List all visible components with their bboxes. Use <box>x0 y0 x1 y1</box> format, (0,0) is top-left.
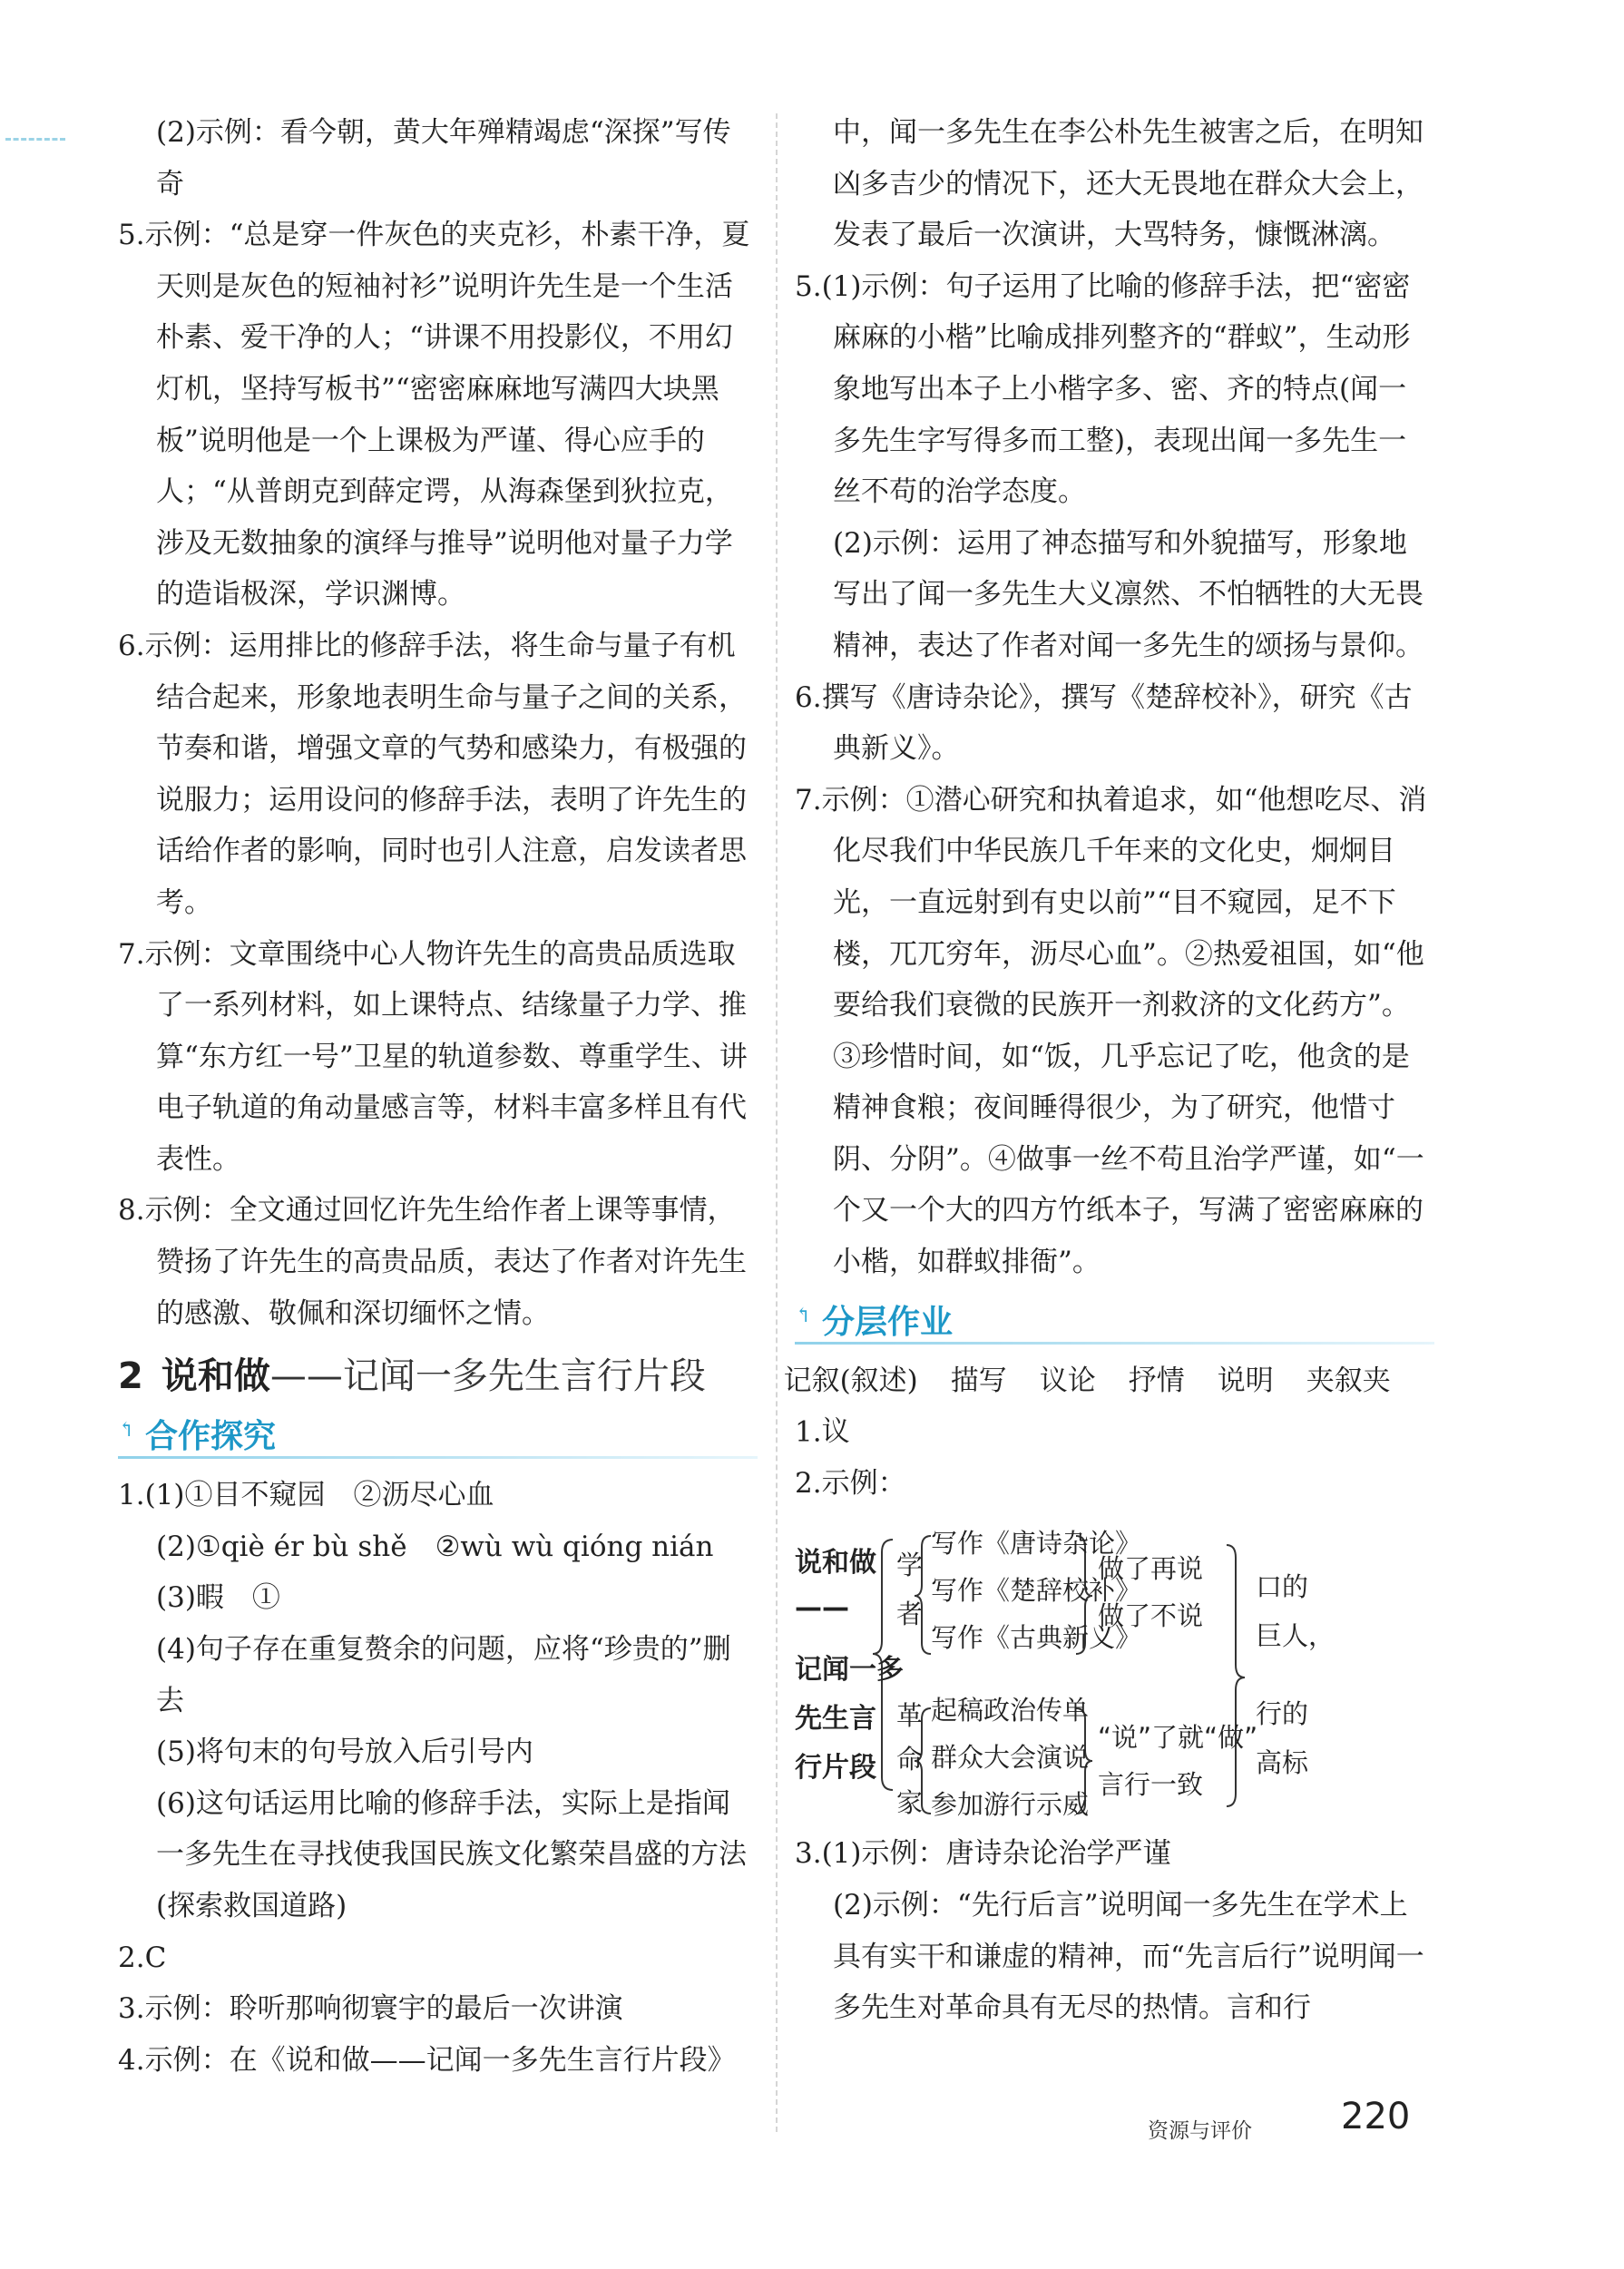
coop-answer-7: 7.示例：①潜心研究和执着追求，如“他想吃尽、消化尽我们中华民族几千年来的文化史，炯炯目光，一直远射到有史以前”“目不窥园，足不下楼，兀兀穷年，沥尽心血”。②热爱祖国，如“他要给我们衰微的民族开一剂救济的文化药方”。③珍惜时间，如“饭，几乎忘记了吃，他贪的是精神食粮；夜间睡得很少，为了研究，他惜寸阴、分阴”。④做事一丝不苟且治学严谨，如“一个又一个大的四方竹纸本子，写满了密密麻麻的小楷，如群蚁排衙”。 <box>795 783 1427 1279</box>
section-header-cooperation <box>118 1408 758 1461</box>
diagram-scholar-item-1: 写作《唐诗杂论》 <box>931 1528 1142 1560</box>
diagram-scholar-result-2: 做了不说 <box>1098 1600 1204 1632</box>
term: 抒情 <box>1128 1364 1185 1397</box>
section-title: 合作探究 <box>145 1418 277 1456</box>
term: 描写 <box>950 1364 1007 1397</box>
coop-answer-6: 6.撰写《唐诗杂论》，撰写《楚辞校补》，研究《古典新义》。 <box>795 680 1413 766</box>
answer-6: 6.示例：运用排比的修辞手法，将生命与量子有机结合起来，形象地表明生命与量子之间的关系，节奏和谐，增强文章的气势和感染力，有极强的说服力；运用设问的修辞手法，表明了许先生的话给作者的影响，同时也引人注意，启发读者思考。 <box>118 629 747 919</box>
diagram-rev-result-2: 言行一致 <box>1098 1769 1204 1801</box>
diagram-rev-item-1: 起稿政治传单 <box>931 1695 1090 1726</box>
lesson-number: 2 <box>118 1355 143 1398</box>
coop-answer-1-5: (5)将句末的句号放入后引号内 <box>156 1736 533 1769</box>
diagram-rev-2: 命 <box>896 1744 924 1775</box>
hw-answer-1-prefix: 1. <box>795 1415 822 1449</box>
structure-diagram <box>795 1521 1434 1821</box>
lesson-title <box>118 1345 758 1408</box>
section-arrow-icon: ↰ <box>795 1304 812 1327</box>
diagram-summary-1: 口的 <box>1256 1571 1309 1603</box>
diagram-title-2: —— <box>795 1592 849 1625</box>
diagram-title-5: 行片段 <box>795 1752 876 1785</box>
column-divider <box>776 113 778 2132</box>
diagram-title-4: 先生言 <box>795 1703 876 1736</box>
answer-5: 5.示例：“总是穿一件灰色的夹克衫，朴素干净，夏天则是灰色的短袖衬衫”说明许先生是一个生活朴素、爱干净的人；“讲课不用投影仪，不用幻灯机，坚持写板书”“密密麻麻地写满四大块黑板”说明他是一个上课极为严谨、得心应手的人；“从普朗克到薛定谔，从海森堡到狄拉克，涉及无数抽象的演绎与推导”说明他对量子力学的造诣极深，学识渊博。 <box>118 219 750 611</box>
hw-answer-1-terms <box>783 1355 1423 1458</box>
answer-7: 7.示例：文章围绕中心人物许先生的高贵品质选取了一系列材料，如上课特点、结缘量子力学、推算“东方红一号”卫星的轨道参数、尊重学生、讲电子轨道的角动量感言等，材料丰富多样且有代表性。 <box>118 937 748 1176</box>
coop-answer-5-1: 5.(1)示例：句子运用了比喻的修辞手法，把“密密麻麻的小楷”比喻成排列整齐的“群蚁”，生动形象地写出本子上小楷字多、密、齐的特点(闻一多先生字写得多而工整)，表现出闻一多先生一丝不苟的治学态度。 <box>795 269 1411 509</box>
section-underline <box>795 1342 1434 1345</box>
term: 说明 <box>1217 1364 1274 1397</box>
hw-answer-2: 2.示例： <box>795 1466 906 1500</box>
diagram-summary-4: 高标 <box>1256 1747 1309 1779</box>
diagram-scholar-2: 者 <box>896 1599 924 1630</box>
diagram-summary-2: 巨人， <box>1256 1620 1335 1652</box>
coop-answer-1-3: (3)暇 ① <box>156 1581 280 1615</box>
diagram-title-3: 记闻一多 <box>795 1654 904 1687</box>
term: 议论 <box>1039 1364 1096 1397</box>
diagram-title-1: 说和做 <box>795 1547 876 1579</box>
coop-answer-1-6: (6)这句话运用比喻的修辞手法，实际上是指闻一多先生在寻找使我国民族文化繁荣昌盛的方法(探索救国道路) <box>156 1786 747 1922</box>
lesson-main-title: 说和做 <box>161 1355 270 1398</box>
coop-answer-1-2: (2)①qiè ér bù shě ②wù wù qióng nián <box>156 1530 714 1563</box>
right-column <box>783 107 1434 2034</box>
section-underline <box>118 1456 758 1459</box>
section-arrow-icon: ↰ <box>118 1419 135 1443</box>
term: 记叙(叙述) <box>783 1364 918 1397</box>
hw-answer-3-1: 3.(1)示例：唐诗杂论治学严谨 <box>795 1837 1171 1871</box>
diagram-rev-result-1: “说”了就“做” <box>1098 1722 1258 1754</box>
coop-answer-1-1: 1.(1)①目不窥园 ②沥尽心血 <box>118 1479 494 1512</box>
hw-answer-1 <box>783 1355 1434 1458</box>
diagram-scholar-item-2: 写作《楚辞校补》 <box>931 1575 1142 1607</box>
coop-answer-4-cont: 中，闻一多先生在李公朴先生被害之后，在明知凶多吉少的情况下，还大无畏地在群众大会上，发表了最后一次演讲，大骂特务，慷慨淋漓。 <box>833 116 1423 252</box>
term: 夹叙夹议 <box>821 1364 1391 1449</box>
answer-8: 8.示例：全文通过回忆许先生给作者上课等事情，赞扬了许先生的高贵品质，表达了作者对许先生的感激、敬佩和深切缅怀之情。 <box>118 1194 747 1330</box>
page-number: 220 <box>1341 2096 1411 2137</box>
answer-4-2: (2)示例：看今朝，黄大年殚精竭虑“深探”写传奇 <box>156 116 731 200</box>
diagram-rev-1: 革 <box>896 1700 924 1732</box>
hw-answer-3-2: (2)示例：“先行后言”说明闻一多先生在学术上具有实干和谦虚的精神，而“先言后行”说明闻一多先生对革命具有无尽的热情。言和行 <box>833 1889 1424 2025</box>
margin-dash <box>5 138 65 141</box>
section-header-homework <box>795 1294 1434 1346</box>
coop-answer-1-4: (4)句子存在重复赘余的问题，应将“珍贵的”删去 <box>156 1633 731 1717</box>
coop-answer-3: 3.示例：聆听那响彻寰宇的最后一次讲演 <box>118 1992 623 2026</box>
diagram-rev-item-3: 参加游行示威 <box>931 1789 1090 1821</box>
diagram-scholar-1: 学 <box>896 1550 924 1581</box>
coop-answer-2: 2.C <box>118 1941 167 1974</box>
lesson-subtitle: ——记闻一多先生言行片段 <box>269 1355 706 1398</box>
diagram-rev-item-2: 群众大会演说 <box>931 1742 1090 1774</box>
diagram-summary-3: 行的 <box>1256 1698 1309 1730</box>
diagram-scholar-result-1: 做了再说 <box>1098 1553 1204 1585</box>
coop-answer-5-2: (2)示例：运用了神态描写和外貌描写，形象地写出了闻一多先生大义凛然、不怕牺牲的大无畏精神，表达了作者对闻一多先生的颂扬与景仰。 <box>833 526 1423 662</box>
footer-label: 资源与评价 <box>1148 2119 1252 2143</box>
diagram-scholar-item-3: 写作《古典新义》 <box>931 1622 1142 1654</box>
section-title: 分层作业 <box>822 1303 954 1341</box>
diagram-rev-3: 家 <box>896 1787 924 1819</box>
coop-answer-4: 4.示例：在《说和做——记闻一多先生言行片段》 <box>118 2043 736 2077</box>
left-column <box>118 107 758 2086</box>
